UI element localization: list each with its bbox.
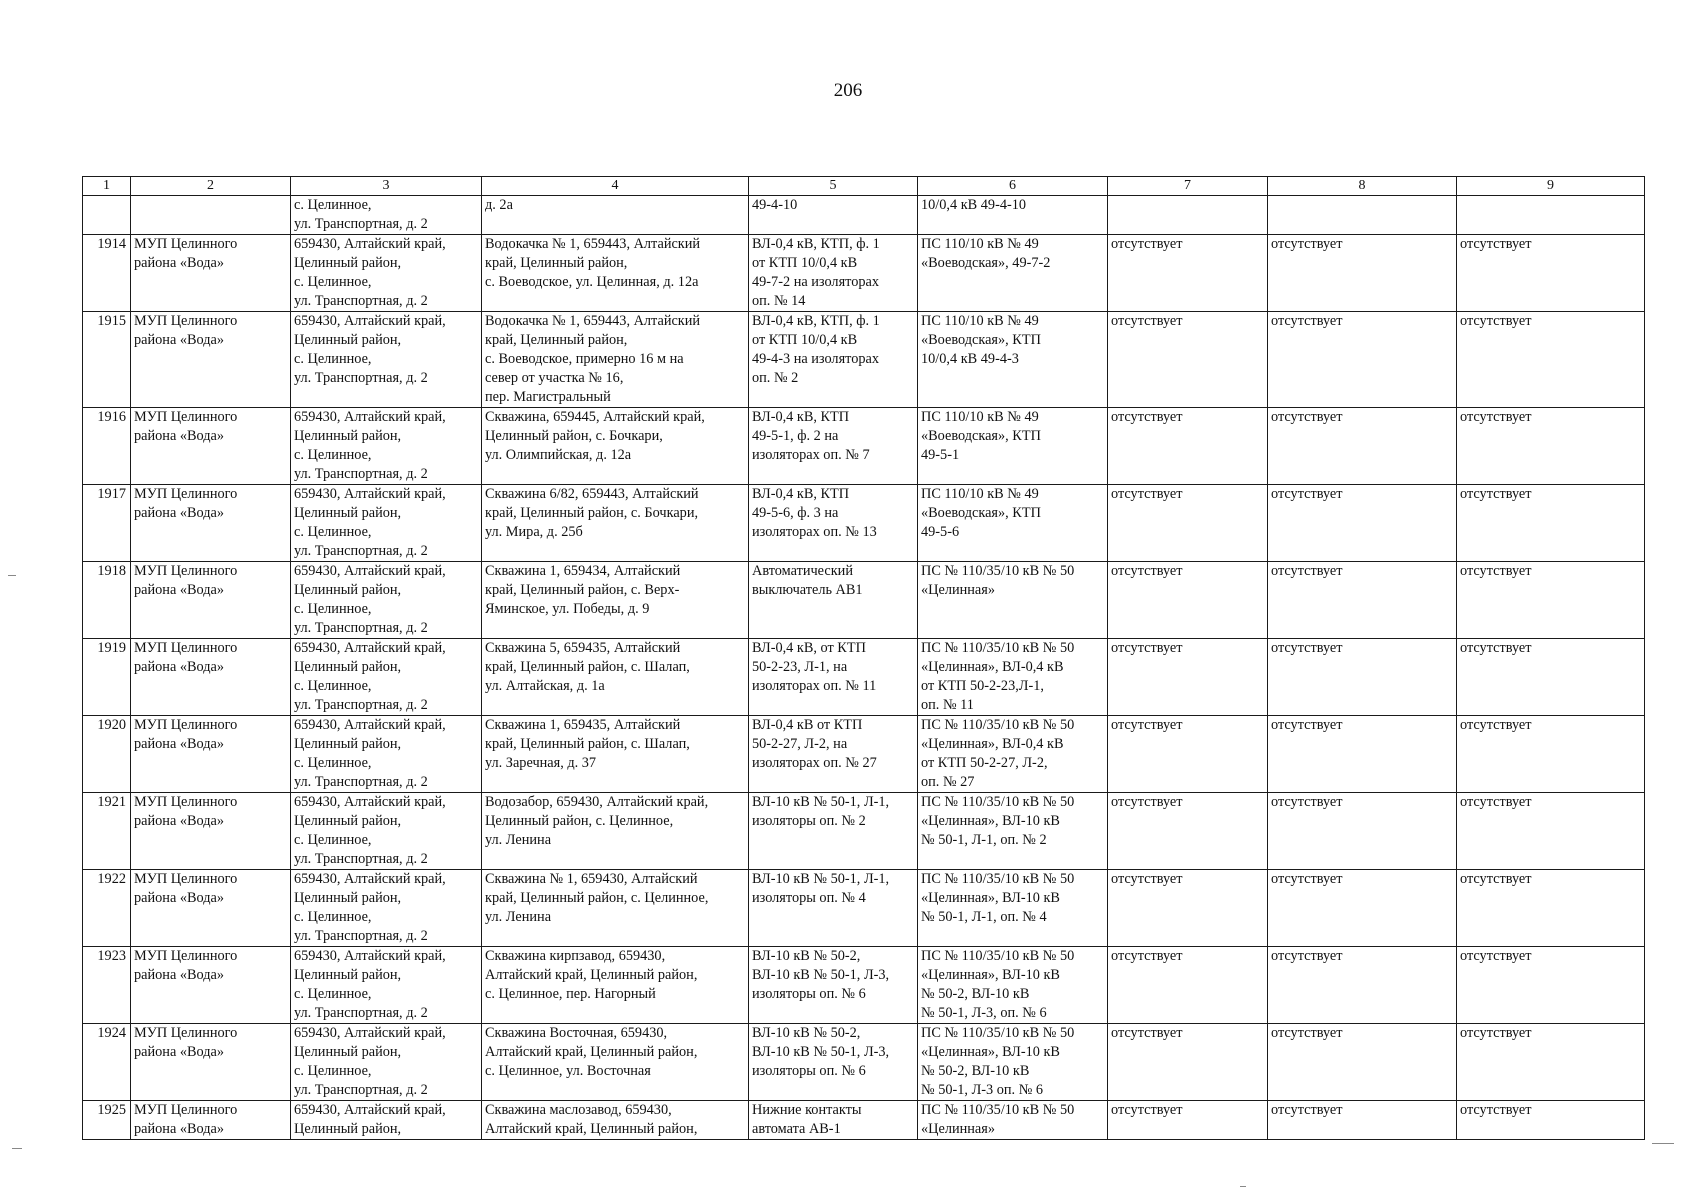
- column-header: 5: [749, 177, 918, 196]
- cell-substation: ПС № 110/35/10 кВ № 50 «Целинная», ВЛ-10 кВ № 50-2, ВЛ-10 кВ № 50-1, Л-3, оп. № 6: [918, 947, 1108, 1024]
- cell-col7: отсутствует: [1108, 562, 1268, 639]
- cell-organization: МУП Целинного района «Вода»: [131, 870, 291, 947]
- cell-col9: отсутствует: [1457, 716, 1645, 793]
- cell-number: 1919: [83, 639, 131, 716]
- cell-col7: отсутствует: [1108, 312, 1268, 408]
- cell-number: 1916: [83, 408, 131, 485]
- cell-number: 1924: [83, 1024, 131, 1101]
- cell-organization: МУП Целинного района «Вода»: [131, 947, 291, 1024]
- cell-object-address: Скважина Восточная, 659430, Алтайский край, Целинный район, с. Целинное, ул. Восточная: [482, 1024, 749, 1101]
- cell-object-address: Скважина, 659445, Алтайский край, Целинный район, с. Бочкари, ул. Олимпийская, д. 12а: [482, 408, 749, 485]
- cell-number: 1921: [83, 793, 131, 870]
- column-header: 3: [291, 177, 482, 196]
- table-row: [83, 562, 1645, 639]
- cell-organization: МУП Целинного района «Вода»: [131, 1101, 291, 1140]
- table-row: [83, 485, 1645, 562]
- cell-org-address: 659430, Алтайский край, Целинный район, с. Целинное, ул. Транспортная, д. 2: [291, 312, 482, 408]
- cell-connection-point: Автоматический выключатель АВ1: [749, 562, 918, 639]
- cell-col8: отсутствует: [1268, 1101, 1457, 1140]
- cell-col9: отсутствует: [1457, 312, 1645, 408]
- cell-org-address: 659430, Алтайский край, Целинный район, с. Целинное, ул. Транспортная, д. 2: [291, 639, 482, 716]
- table-row: [83, 408, 1645, 485]
- table-row: [83, 639, 1645, 716]
- cell-substation: ПС № 110/35/10 кВ № 50 «Целинная», ВЛ-0,4 кВ от КТП 50-2-27, Л-2, оп. № 27: [918, 716, 1108, 793]
- header-row: [83, 177, 1645, 196]
- cell-connection-point: Нижние контакты автомата АВ-1: [749, 1101, 918, 1140]
- cell-col8: отсутствует: [1268, 716, 1457, 793]
- cell-org-address: 659430, Алтайский край, Целинный район, с. Целинное, ул. Транспортная, д. 2: [291, 716, 482, 793]
- cell-org-address: 659430, Алтайский край, Целинный район,: [291, 1101, 482, 1140]
- cell-number: 1918: [83, 562, 131, 639]
- cell-connection-point: ВЛ-10 кВ № 50-1, Л-1, изоляторы оп. № 4: [749, 870, 918, 947]
- cell-object-address: Скважина № 1, 659430, Алтайский край, Целинный район, с. Целинное, ул. Ленина: [482, 870, 749, 947]
- cell-organization: МУП Целинного района «Вода»: [131, 562, 291, 639]
- cell-organization: [131, 196, 291, 235]
- cell-connection-point: 49-4-10: [749, 196, 918, 235]
- table-row: [83, 793, 1645, 870]
- cell-col7: отсутствует: [1108, 1101, 1268, 1140]
- table-row: [83, 716, 1645, 793]
- cell-substation: ПС № 110/35/10 кВ № 50 «Целинная», ВЛ-10 кВ № 50-1, Л-1, оп. № 4: [918, 870, 1108, 947]
- cell-col8: отсутствует: [1268, 408, 1457, 485]
- cell-col9: отсутствует: [1457, 1024, 1645, 1101]
- cell-org-address: 659430, Алтайский край, Целинный район, с. Целинное, ул. Транспортная, д. 2: [291, 562, 482, 639]
- cell-organization: МУП Целинного района «Вода»: [131, 485, 291, 562]
- cell-organization: МУП Целинного района «Вода»: [131, 408, 291, 485]
- cell-col9: отсутствует: [1457, 562, 1645, 639]
- cell-substation: ПС № 110/35/10 кВ № 50 «Целинная»: [918, 1101, 1108, 1140]
- cell-col7: отсутствует: [1108, 947, 1268, 1024]
- cell-col9: отсутствует: [1457, 235, 1645, 312]
- cell-col9: [1457, 196, 1645, 235]
- cell-org-address: 659430, Алтайский край, Целинный район, с. Целинное, ул. Транспортная, д. 2: [291, 947, 482, 1024]
- cell-col7: отсутствует: [1108, 870, 1268, 947]
- cell-col8: отсутствует: [1268, 793, 1457, 870]
- cell-col7: [1108, 196, 1268, 235]
- cell-connection-point: ВЛ-10 кВ № 50-2, ВЛ-10 кВ № 50-1, Л-3, изоляторы оп. № 6: [749, 1024, 918, 1101]
- cell-object-address: Водозабор, 659430, Алтайский край, Целинный район, с. Целинное, ул. Ленина: [482, 793, 749, 870]
- cell-col9: отсутствует: [1457, 408, 1645, 485]
- cell-col8: отсутствует: [1268, 485, 1457, 562]
- cell-col9: отсутствует: [1457, 1101, 1645, 1140]
- cell-organization: МУП Целинного района «Вода»: [131, 312, 291, 408]
- cell-connection-point: ВЛ-0,4 кВ, КТП, ф. 1 от КТП 10/0,4 кВ 49-7-2 на изоляторах оп. № 14: [749, 235, 918, 312]
- table-row: [83, 1101, 1645, 1140]
- cell-col8: [1268, 196, 1457, 235]
- column-header: 8: [1268, 177, 1457, 196]
- column-header: 9: [1457, 177, 1645, 196]
- cell-col7: отсутствует: [1108, 1024, 1268, 1101]
- cell-object-address: Водокачка № 1, 659443, Алтайский край, Целинный район, с. Воеводское, ул. Целинная, д. 12а: [482, 235, 749, 312]
- column-header: 7: [1108, 177, 1268, 196]
- table-row-continued: [83, 196, 1645, 235]
- cell-substation: ПС № 110/35/10 кВ № 50 «Целинная», ВЛ-10 кВ № 50-1, Л-1, оп. № 2: [918, 793, 1108, 870]
- cell-col8: отсутствует: [1268, 312, 1457, 408]
- table-row: [83, 235, 1645, 312]
- table-row: [83, 870, 1645, 947]
- cell-org-address: 659430, Алтайский край, Целинный район, с. Целинное, ул. Транспортная, д. 2: [291, 408, 482, 485]
- cell-org-address: 659430, Алтайский край, Целинный район, с. Целинное, ул. Транспортная, д. 2: [291, 235, 482, 312]
- cell-number: 1915: [83, 312, 131, 408]
- cell-col7: отсутствует: [1108, 639, 1268, 716]
- cell-number: 1920: [83, 716, 131, 793]
- cell-col9: отсутствует: [1457, 639, 1645, 716]
- cell-connection-point: ВЛ-0,4 кВ, от КТП 50-2-23, Л-1, на изоляторах оп. № 11: [749, 639, 918, 716]
- cell-col9: отсутствует: [1457, 947, 1645, 1024]
- cell-organization: МУП Целинного района «Вода»: [131, 1024, 291, 1101]
- cell-object-address: Скважина кирпзавод, 659430, Алтайский край, Целинный район, с. Целинное, пер. Нагорный: [482, 947, 749, 1024]
- cell-col8: отсутствует: [1268, 870, 1457, 947]
- cell-connection-point: ВЛ-0,4 кВ от КТП 50-2-27, Л-2, на изоляторах оп. № 27: [749, 716, 918, 793]
- cell-organization: МУП Целинного района «Вода»: [131, 716, 291, 793]
- cell-col8: отсутствует: [1268, 562, 1457, 639]
- column-header: 2: [131, 177, 291, 196]
- cell-substation: ПС № 110/35/10 кВ № 50 «Целинная»: [918, 562, 1108, 639]
- cell-col7: отсутствует: [1108, 485, 1268, 562]
- cell-org-address: 659430, Алтайский край, Целинный район, с. Целинное, ул. Транспортная, д. 2: [291, 485, 482, 562]
- page-number: 206: [833, 80, 863, 101]
- cell-substation: ПС 110/10 кВ № 49 «Воеводская», КТП 49-5-6: [918, 485, 1108, 562]
- column-header: 4: [482, 177, 749, 196]
- column-header: 1: [83, 177, 131, 196]
- cell-connection-point: ВЛ-0,4 кВ, КТП, ф. 1 от КТП 10/0,4 кВ 49-4-3 на изоляторах оп. № 2: [749, 312, 918, 408]
- cell-number: 1914: [83, 235, 131, 312]
- cell-col7: отсутствует: [1108, 408, 1268, 485]
- table-body: [83, 177, 1645, 1140]
- cell-object-address: Скважина 6/82, 659443, Алтайский край, Целинный район, с. Бочкари, ул. Мира, д. 25б: [482, 485, 749, 562]
- cell-number: 1917: [83, 485, 131, 562]
- cell-substation: ПС 110/10 кВ № 49 «Воеводская», 49-7-2: [918, 235, 1108, 312]
- cell-object-address: Водокачка № 1, 659443, Алтайский край, Целинный район, с. Воеводское, примерно 16 м на север от участка № 16, пер. Магистральный: [482, 312, 749, 408]
- cell-organization: МУП Целинного района «Вода»: [131, 235, 291, 312]
- cell-col8: отсутствует: [1268, 947, 1457, 1024]
- cell-col8: отсутствует: [1268, 235, 1457, 312]
- cell-org-address: 659430, Алтайский край, Целинный район, с. Целинное, ул. Транспортная, д. 2: [291, 870, 482, 947]
- cell-number: 1925: [83, 1101, 131, 1140]
- cell-connection-point: ВЛ-10 кВ № 50-1, Л-1, изоляторы оп. № 2: [749, 793, 918, 870]
- cell-org-address: с. Целинное, ул. Транспортная, д. 2: [291, 196, 482, 235]
- cell-organization: МУП Целинного района «Вода»: [131, 793, 291, 870]
- column-header: 6: [918, 177, 1108, 196]
- cell-substation: ПС 110/10 кВ № 49 «Воеводская», КТП 10/0,4 кВ 49-4-3: [918, 312, 1108, 408]
- cell-connection-point: ВЛ-10 кВ № 50-2, ВЛ-10 кВ № 50-1, Л-3, изоляторы оп. № 6: [749, 947, 918, 1024]
- cell-org-address: 659430, Алтайский край, Целинный район, с. Целинное, ул. Транспортная, д. 2: [291, 793, 482, 870]
- cell-col7: отсутствует: [1108, 793, 1268, 870]
- cell-connection-point: ВЛ-0,4 кВ, КТП 49-5-6, ф. 3 на изоляторах оп. № 13: [749, 485, 918, 562]
- cell-org-address: 659430, Алтайский край, Целинный район, с. Целинное, ул. Транспортная, д. 2: [291, 1024, 482, 1101]
- cell-col7: отсутствует: [1108, 716, 1268, 793]
- cell-col9: отсутствует: [1457, 485, 1645, 562]
- cell-substation: ПС № 110/35/10 кВ № 50 «Целинная», ВЛ-0,4 кВ от КТП 50-2-23,Л-1, оп. № 11: [918, 639, 1108, 716]
- cell-col9: отсутствует: [1457, 793, 1645, 870]
- cell-object-address: Скважина 1, 659434, Алтайский край, Целинный район, с. Верх- Яминское, ул. Победы, д. 9: [482, 562, 749, 639]
- cell-col8: отсутствует: [1268, 1024, 1457, 1101]
- cell-number: 1922: [83, 870, 131, 947]
- table-row: [83, 1024, 1645, 1101]
- cell-number: 1923: [83, 947, 131, 1024]
- cell-substation: ПС 110/10 кВ № 49 «Воеводская», КТП 49-5-1: [918, 408, 1108, 485]
- data-table: [82, 176, 1645, 1140]
- cell-col8: отсутствует: [1268, 639, 1457, 716]
- cell-object-address: Скважина 5, 659435, Алтайский край, Целинный район, с. Шалап, ул. Алтайская, д. 1а: [482, 639, 749, 716]
- cell-substation: ПС № 110/35/10 кВ № 50 «Целинная», ВЛ-10 кВ № 50-2, ВЛ-10 кВ № 50-1, Л-3 оп. № 6: [918, 1024, 1108, 1101]
- table-row: [83, 312, 1645, 408]
- cell-object-address: д. 2а: [482, 196, 749, 235]
- table-row: [83, 947, 1645, 1024]
- cell-object-address: Скважина 1, 659435, Алтайский край, Целинный район, с. Шалап, ул. Заречная, д. 37: [482, 716, 749, 793]
- cell-object-address: Скважина маслозавод, 659430, Алтайский край, Целинный район,: [482, 1101, 749, 1140]
- cell-col9: отсутствует: [1457, 870, 1645, 947]
- cell-organization: МУП Целинного района «Вода»: [131, 639, 291, 716]
- cell-col7: отсутствует: [1108, 235, 1268, 312]
- cell-connection-point: ВЛ-0,4 кВ, КТП 49-5-1, ф. 2 на изоляторах оп. № 7: [749, 408, 918, 485]
- cell-number: [83, 196, 131, 235]
- cell-substation: 10/0,4 кВ 49-4-10: [918, 196, 1108, 235]
